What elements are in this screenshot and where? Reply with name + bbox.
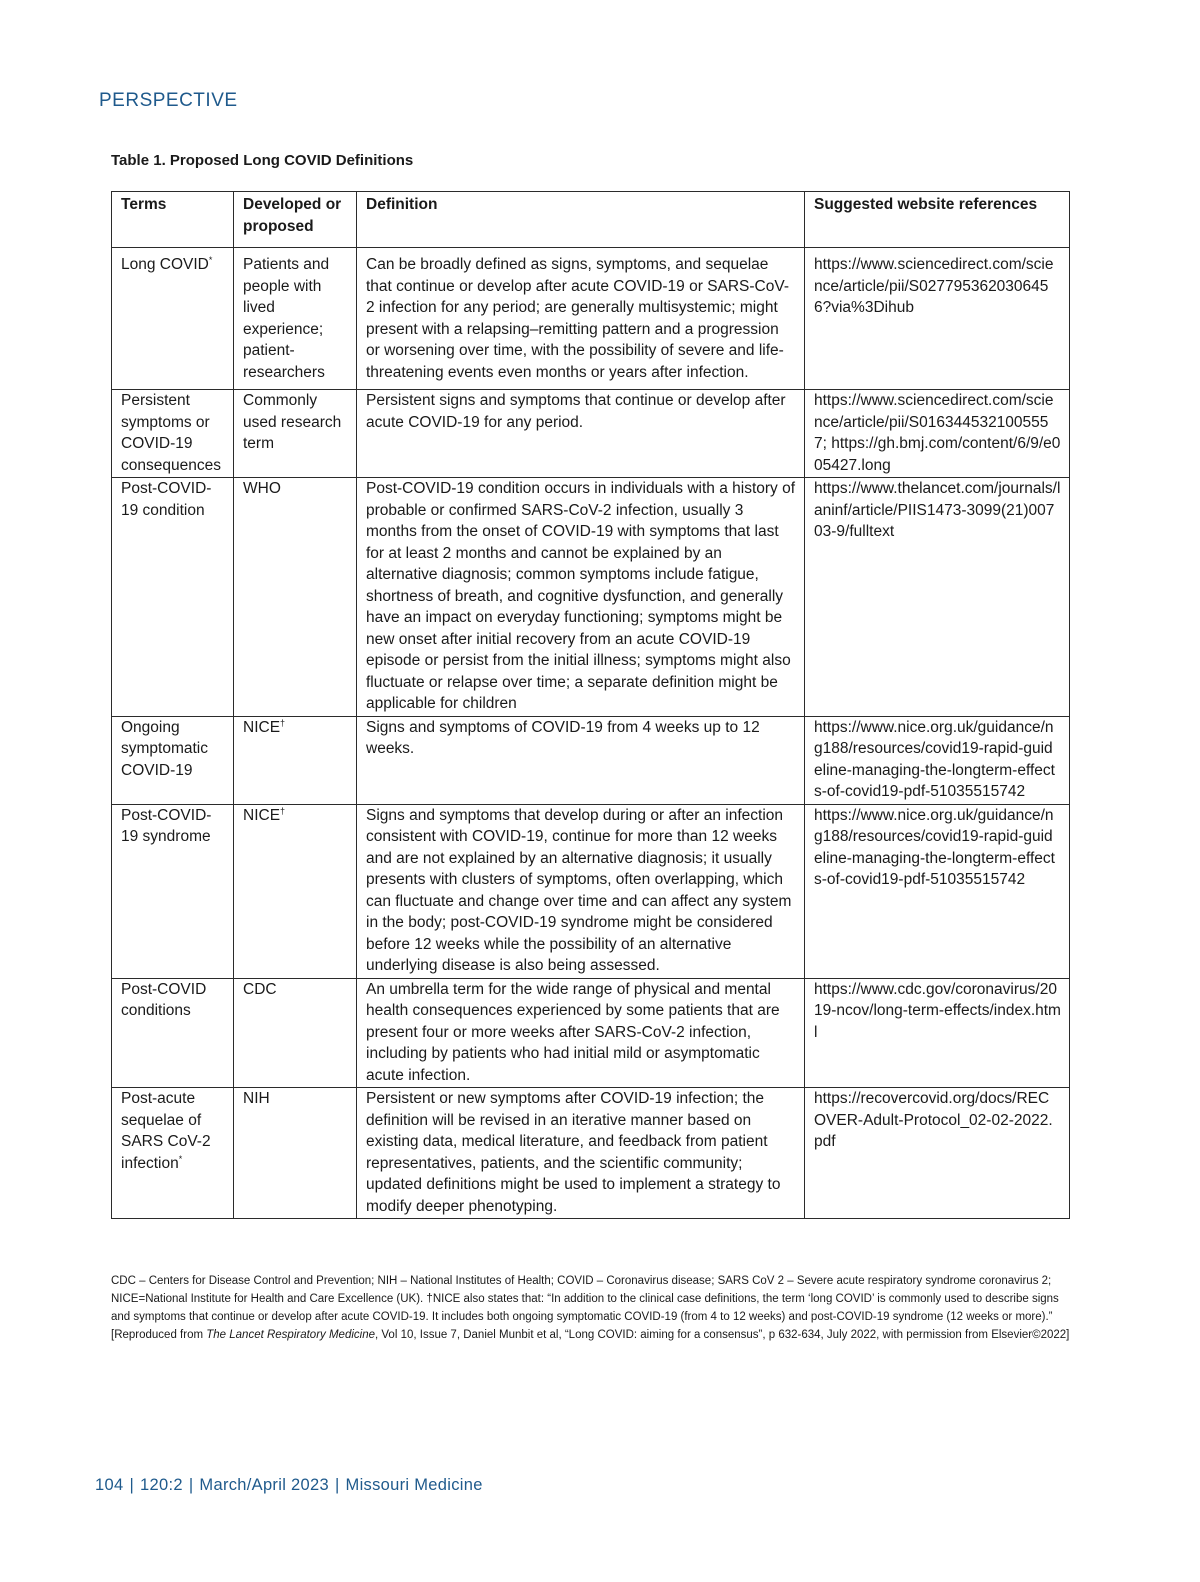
cell-definition <box>357 478 805 717</box>
table-header-row <box>112 192 1070 248</box>
cell-term-text: Ongoing symptomatic COVID-19 <box>121 718 208 779</box>
cell-developed-text: CDC <box>243 980 277 998</box>
cell-developed <box>234 478 357 717</box>
footnote-journal: The Lancet Respiratory Medicine <box>206 1329 375 1341</box>
cell-reference-text: https://www.sciencedirect.com/science/article/pii/S0163445321005557; https://gh.bmj.com/content/6/9/e005427.long <box>814 392 1061 474</box>
cell-definition-text: An umbrella term for the wide range of physical and mental health consequences experienced by some patients that are present four or more weeks after SARS-CoV-2 infection, including by patients who had initial mild or asymptomatic acute infection. <box>366 980 780 1084</box>
table-row <box>112 804 1070 978</box>
cell-definition-text: Persistent signs and symptoms that continue or develop after acute COVID-19 for any period. <box>366 392 786 431</box>
cell-term <box>112 1088 234 1219</box>
cell-term <box>112 478 234 717</box>
table-footnote <box>111 1272 1071 1344</box>
cell-definition-text: Persistent or new symptoms after COVID-19 infection; the definition will be revised in an iterative manner based on existing data, medical literature, and feedback from patient representatives, patients, and the scientific community; updated definitions might be used to implement a strategy to modify deeper phenotyping. <box>366 1090 781 1215</box>
cell-definition <box>357 390 805 478</box>
table-row <box>112 478 1070 717</box>
cell-term <box>112 978 234 1088</box>
footer-page-number: 104 <box>95 1476 124 1494</box>
cell-reference <box>805 978 1070 1088</box>
cell-term-text: Long COVID <box>121 256 209 273</box>
cell-developed-text: NICE <box>243 806 281 824</box>
table-row <box>112 390 1070 478</box>
cell-term-text: Post-COVID conditions <box>121 980 207 1019</box>
cell-developed <box>234 978 357 1088</box>
page-footer <box>95 1476 483 1495</box>
cell-term <box>112 804 234 978</box>
section-label: PERSPECTIVE <box>99 90 238 111</box>
cell-reference-text: https://www.nice.org.uk/guidance/ng188/resources/covid19-rapid-guideline-managing-the-longterm-effects-of-covid19-pdf-51035515742 <box>814 806 1055 888</box>
cell-reference <box>805 1088 1070 1219</box>
cell-definition <box>357 248 805 390</box>
footer-separator: | <box>188 1476 194 1494</box>
cell-reference-text: https://www.nice.org.uk/guidance/ng188/resources/covid19-rapid-guideline-managing-the-longterm-effects-of-covid19-pdf-51035515742 <box>814 718 1055 800</box>
cell-term-text: Post-acute sequelae of SARS CoV-2 infection <box>121 1090 211 1172</box>
cell-definition <box>357 978 805 1088</box>
column-header-developed: Developed or proposed <box>234 192 357 248</box>
cell-developed-text: Commonly used research term <box>243 392 342 452</box>
cell-reference-text: https://www.thelancet.com/journals/laninf/article/PIIS1473-3099(21)00703-9/fulltext <box>814 480 1061 540</box>
cell-term-text: Post-COVID-19 condition <box>121 480 212 519</box>
cell-developed <box>234 248 357 390</box>
cell-developed <box>234 716 357 804</box>
cell-term <box>112 716 234 804</box>
cell-definition-text: Post-COVID-19 condition occurs in individuals with a history of probable or confirmed SARS-CoV-2 infection, usually 3 months from the onset of COVID-19 with symptoms that last for at least 2 months and cannot be explained by an alternative diagnosis; common symptoms include fatigue, shortness of breath, and cognitive dysfunction, and generally have an impact on everyday functioning; symptoms might be new onset after initial recovery from an acute COVID-19 episode or persist from the initial illness; symptoms might also fluctuate or relapse over time; a separate definition might be applicable for children <box>366 480 796 712</box>
cell-developed-text: WHO <box>243 480 281 497</box>
table-row <box>112 716 1070 804</box>
cell-reference <box>805 804 1070 978</box>
table-row <box>112 248 1070 390</box>
cell-definition-text: Can be broadly defined as signs, symptoms, and sequelae that continue or develop after acute COVID-19 or SARS-CoV-2 infection for any period; are generally multisystemic; might present with a relapsing–remitting pattern and a progression or worsening over time, with the possibility of severe and life-threatening events even months or years after infection. <box>366 256 790 381</box>
footnote-text-before: CDC – Centers for Disease Control and Prevention; NIH – National Institutes of Health; COVID – Coronavirus disease; SARS CoV 2 – Severe acute respiratory syndrome coronavirus 2; NICE=National Institute for Health and Care Excellence (UK). †NICE also states that: “In addition to the clinical case definitions, the term ‘long COVID’ is commonly used to describe signs and symptoms that continue or develop after acute COVID-19. It includes both ongoing symptomatic COVID-19 (from 4 to 12 weeks) and post-COVID-19 syndrome (12 weeks or more).” [Reproduced from <box>111 1275 1059 1341</box>
footer-separator: | <box>334 1476 340 1494</box>
cell-reference-text: https://recovercovid.org/docs/RECOVER-Adult-Protocol_02-02-2022.pdf <box>814 1090 1053 1150</box>
cell-definition <box>357 804 805 978</box>
cell-developed <box>234 1088 357 1219</box>
table-body <box>112 248 1070 1219</box>
footer-date: March/April 2023 <box>199 1476 329 1494</box>
footnote-text-after: , Vol 10, Issue 7, Daniel Munbit et al, “Long COVID: aiming for a consensus”, p 632-634, July 2022, with permission from Elsevier©2022] <box>375 1329 1070 1341</box>
cell-term <box>112 248 234 390</box>
footer-issue: 120:2 <box>140 1476 183 1494</box>
cell-developed-text: Patients and people with lived experience; patient-researchers <box>243 256 330 381</box>
cell-reference <box>805 248 1070 390</box>
cell-term-text: Persistent symptoms or COVID-19 consequences <box>121 392 221 474</box>
cell-definition <box>357 716 805 804</box>
cell-reference <box>805 478 1070 717</box>
footnote-mark: † <box>280 805 286 816</box>
footnote-mark: * <box>178 1153 183 1164</box>
column-header-references: Suggested website references <box>805 192 1070 248</box>
footer-journal-name: Missouri Medicine <box>345 1476 483 1494</box>
definitions-table <box>111 191 1070 1219</box>
cell-definition <box>357 1088 805 1219</box>
column-header-terms: Terms <box>112 192 234 248</box>
cell-term-text: Post-COVID-19 syndrome <box>121 806 212 845</box>
table-row <box>112 978 1070 1088</box>
table-title: Table 1. Proposed Long COVID Definitions <box>111 152 414 169</box>
cell-developed <box>234 390 357 478</box>
cell-reference <box>805 716 1070 804</box>
footnote-mark: † <box>280 717 286 728</box>
cell-developed-text: NIH <box>243 1090 270 1107</box>
cell-reference-text: https://www.sciencedirect.com/science/article/pii/S0277953620306456?via%3Dihub <box>814 256 1054 316</box>
cell-reference <box>805 390 1070 478</box>
column-header-definition: Definition <box>357 192 805 248</box>
cell-definition-text: Signs and symptoms that develop during or after an infection consistent with COVID-19, continue for more than 12 weeks and are not explained by an alternative diagnosis; it usually presents with clusters of symptoms, often overlapping, which can fluctuate and change over time and can affect any system in the body; post-COVID-19 syndrome might be considered before 12 weeks while the possibility of an alternative underlying disease is also being assessed. <box>366 806 792 974</box>
table-row <box>112 1088 1070 1219</box>
cell-term <box>112 390 234 478</box>
cell-definition-text: Signs and symptoms of COVID-19 from 4 weeks up to 12 weeks. <box>366 718 760 757</box>
cell-developed-text: NICE <box>243 718 281 736</box>
cell-reference-text: https://www.cdc.gov/coronavirus/2019-ncov/long-term-effects/index.html <box>814 980 1061 1041</box>
footer-separator: | <box>129 1476 135 1494</box>
cell-developed <box>234 804 357 978</box>
footnote-mark: * <box>208 254 213 265</box>
